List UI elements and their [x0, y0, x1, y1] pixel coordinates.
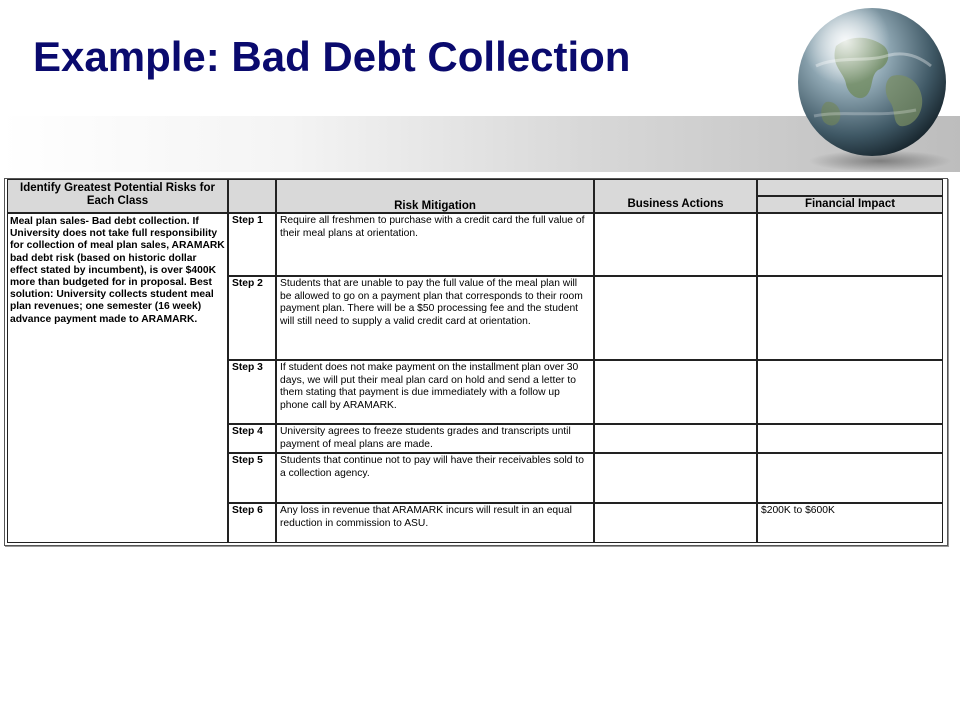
business-header: Business Actions: [594, 179, 757, 213]
step-label-5: Step 5: [228, 453, 276, 503]
business-action-5: [594, 453, 757, 503]
mitigation-text-1: Require all freshmen to purchase with a credit card the full value of their meal plans at orientation.: [276, 213, 594, 276]
financial-impact-2: [757, 276, 943, 360]
step-label-3: Step 3: [228, 360, 276, 424]
mitigation-text-3: If student does not make payment on the installment plan over 30 days, we will put their meal plan card on hold and send a letter to them stating that payment is due immediately with a follow up phone call by ARAMARK.: [276, 360, 594, 424]
mitigation-text-5: Students that continue not to pay will have their receivables sold to a collection agency.: [276, 453, 594, 503]
mitigation-header: Risk Mitigation: [276, 179, 594, 213]
business-action-3: [594, 360, 757, 424]
financial-header: Financial Impact: [757, 196, 943, 213]
earth-globe-icon: [796, 6, 948, 158]
business-action-1: [594, 213, 757, 276]
step-label-6: Step 6: [228, 503, 276, 543]
business-action-2: [594, 276, 757, 360]
business-action-6: [594, 503, 757, 543]
financial-impact-5: [757, 453, 943, 503]
financial-impact-6: $200K to $600K: [757, 503, 943, 543]
slide-title: Example: Bad Debt Collection: [33, 33, 631, 80]
risk-table: [4, 178, 948, 546]
financial-impact-1: [757, 213, 943, 276]
financial-impact-3: [757, 360, 943, 424]
mitigation-text-6: Any loss in revenue that ARAMARK incurs will result in an equal reduction in commission to ASU.: [276, 503, 594, 543]
step-header: [228, 179, 276, 213]
step-label-4: Step 4: [228, 424, 276, 453]
financial-impact-4: [757, 424, 943, 453]
mitigation-text-4: University agrees to freeze students grades and transcripts until payment of meal plans are made.: [276, 424, 594, 453]
step-label-1: Step 1: [228, 213, 276, 276]
risk-header: Identify Greatest Potential Risks for Each Class: [7, 179, 228, 213]
business-action-4: [594, 424, 757, 453]
mitigation-text-2: Students that are unable to pay the full value of the meal plan will be allowed to go on a payment plan that corresponds to their room payment plan. There will be a $50 processing fee and the student will still need to supply a valid credit card at orientation.: [276, 276, 594, 360]
risk-description: Meal plan sales- Bad debt collection. If University does not take full responsibility for collection of meal plan sales, ARAMARK bad debt risk (based on historic dollar effect stated by incumbent), is over $400K more than budgeted for in proposal. Best solution: University collects student meal plan revenues; one semester (16 week) advance payment made to ARAMARK.: [7, 213, 228, 543]
step-label-2: Step 2: [228, 276, 276, 360]
financial-header-top: [757, 179, 943, 196]
